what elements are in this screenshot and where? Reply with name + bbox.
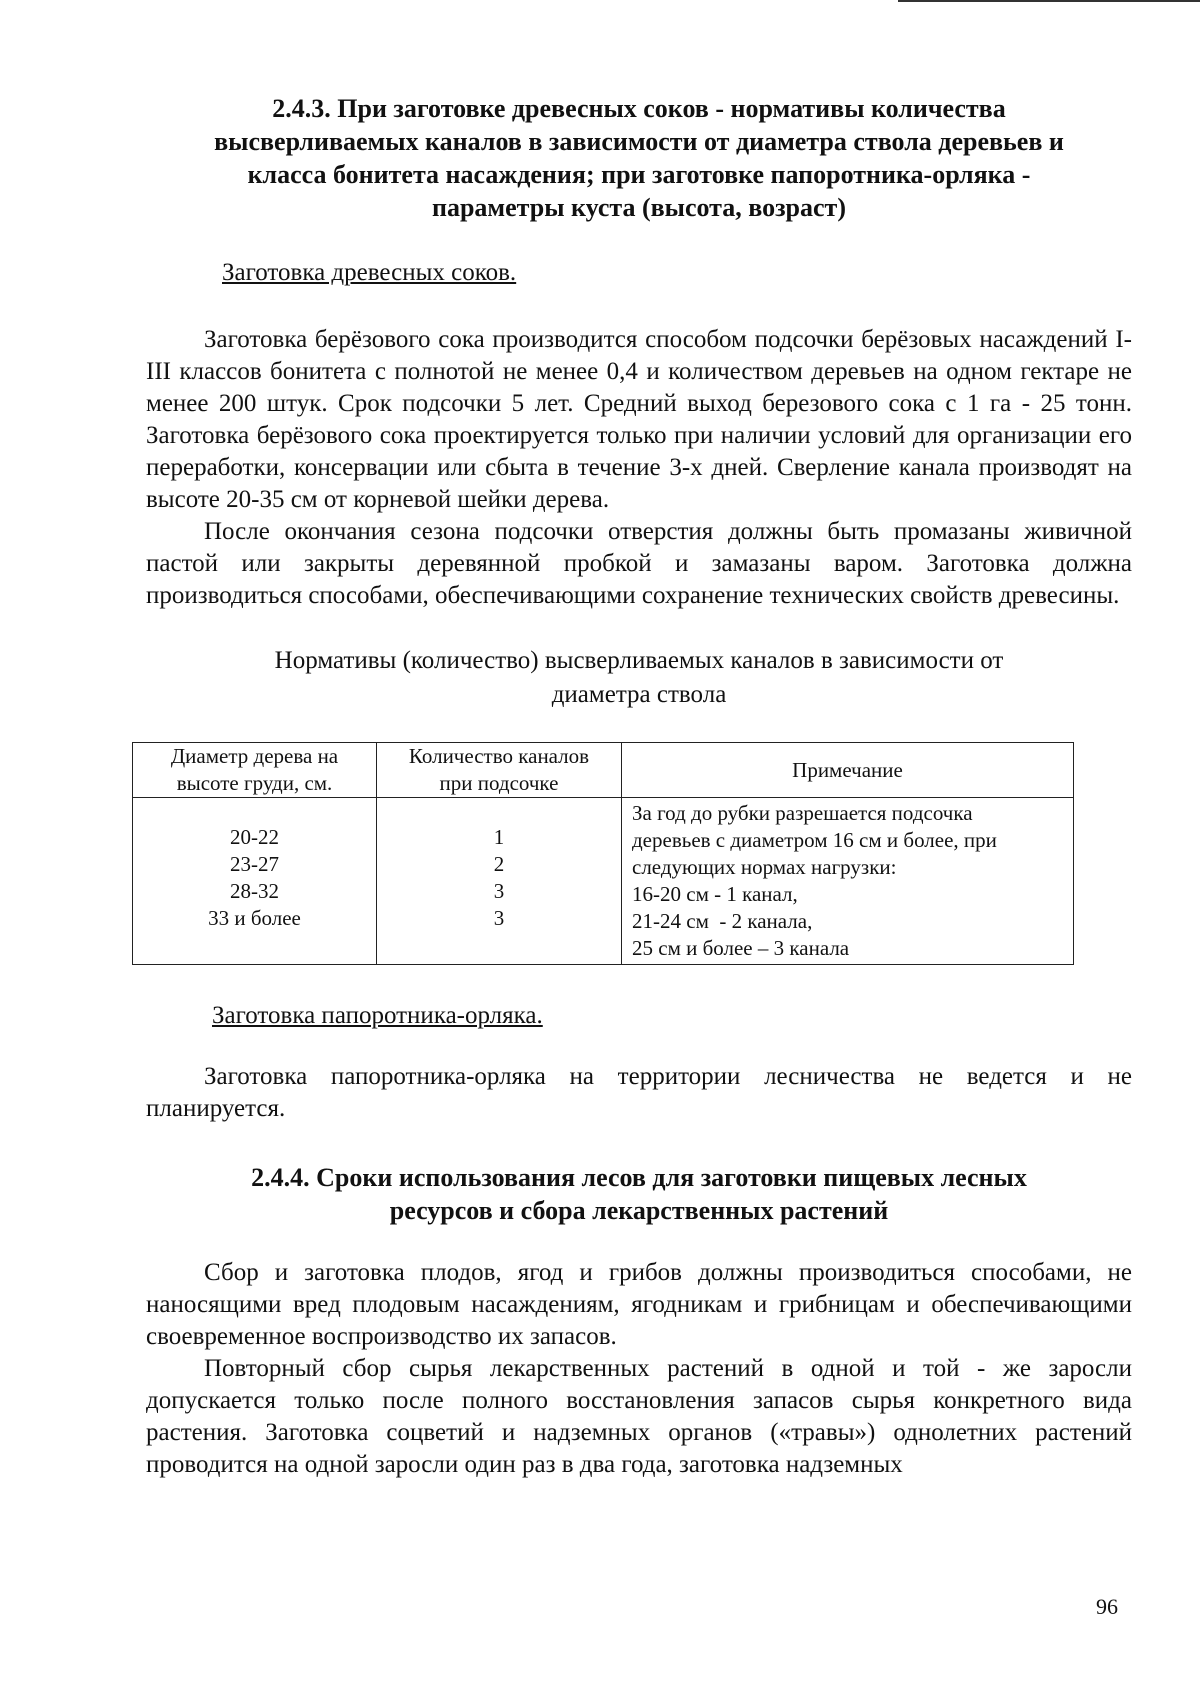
header-note xyxy=(622,743,1074,798)
note-line: деревьев с диаметром 16 см и более, при xyxy=(632,828,997,852)
caption-line: диаметра ствола xyxy=(551,681,727,708)
note-line: 21-24 см - 2 канала, xyxy=(632,909,813,933)
note-cell xyxy=(622,798,1074,965)
channels-value: 3 xyxy=(493,879,505,903)
channels-value: 1 xyxy=(493,825,505,849)
header-line: высоте груди, см. xyxy=(176,771,333,795)
medicinal-plants-paragraph: Повторный сбор сырья лекарственных растений в одной и той - же заросли допускается только после полного восстановления запасов сырья конкретного вида растения. Заготовка соцветий и надземных органов («травы») однолетних растений проводится на одной заросли один раз в два года, заготовка надземных xyxy=(146,1355,1132,1478)
section-244-heading xyxy=(146,1161,1132,1227)
sap-paragraph-1: Заготовка берёзового сока производится способом подсочки берёзовых насаждений I-III классов бонитета с полнотой не менее 0,4 и количеством деревьев на одном гектаре не менее 200 штук. Срок подсочки 5 лет. Средний выход березового сока с 1 га - 25 тонн. Заготовка берёзового сока проектируется только при наличии условий для организации его переработки, консервации или сбыта в течение 3-х дней. Сверление канала производят на высоте 20-35 см от корневой шейки дерева. xyxy=(146,326,1132,513)
heading-line: класса бонитета насаждения; при заготовке папоротника-орляка - xyxy=(247,160,1031,189)
berries-paragraph: Сбор и заготовка плодов, ягод и грибов должны производиться способами, не наносящими вред плодовым насаждениям, ягодникам и грибницам и обеспечивающими своевременное воспроизводство их запасов. xyxy=(146,1259,1132,1350)
diameter-cell xyxy=(133,798,377,965)
page-number: 96 xyxy=(1096,1594,1118,1619)
note-line: За год до рубки разрешается подсочка xyxy=(632,801,973,825)
channels-value: 3 xyxy=(493,906,505,930)
table-row xyxy=(133,798,1074,965)
caption-line: Нормативы (количество) высверливаемых каналов в зависимости от xyxy=(274,647,1004,674)
diameter-value: 23-27 xyxy=(230,852,279,876)
top-edge-rule xyxy=(898,0,1200,2)
heading-line: ресурсов и сбора лекарственных растений xyxy=(389,1196,889,1225)
sap-subheading: Заготовка древесных соков. xyxy=(222,259,517,286)
header-diameter xyxy=(133,743,377,798)
header-line: Примечание xyxy=(792,757,903,782)
table-caption xyxy=(146,644,1132,712)
fern-subheading: Заготовка папоротника-орляка. xyxy=(212,1002,543,1029)
channels-cell xyxy=(377,798,622,965)
header-line: Диаметр дерева на xyxy=(170,744,339,768)
sap-paragraph-2: После окончания сезона подсочки отверстия должны быть промазаны живичной пастой или закрыты деревянной пробкой и замазаны варом. Заготовка должна производиться способами, обеспечивающими сохранение технических свойств древесины. xyxy=(146,518,1132,609)
header-line: Количество каналов xyxy=(408,744,590,768)
header-channels xyxy=(377,743,622,798)
heading-line: параметры куста (высота, возраст) xyxy=(431,193,846,222)
table-header-row xyxy=(133,743,1074,798)
diameter-value: 20-22 xyxy=(230,825,279,849)
header-line: при подсочке xyxy=(439,771,559,795)
heading-line: высверливаемых каналов в зависимости от диаметра ствола деревьев и xyxy=(214,127,1064,156)
channels-value: 2 xyxy=(493,852,505,876)
channels-norms-table xyxy=(132,742,1074,965)
note-line: следующих нормах нагрузки: xyxy=(632,855,897,879)
note-line: 16-20 см - 1 канал, xyxy=(632,882,798,906)
diameter-value: 28-32 xyxy=(230,879,279,903)
diameter-value: 33 и более xyxy=(208,906,301,930)
section-243-heading xyxy=(146,92,1132,224)
page-content xyxy=(146,92,1132,1481)
heading-line: 2.4.3. При заготовке древесных соков - нормативы количества xyxy=(272,94,1006,123)
heading-line: 2.4.4. Сроки использования лесов для заготовки пищевых лесных xyxy=(251,1163,1027,1192)
fern-paragraph: Заготовка папоротника-орляка на территории лесничества не ведется и не планируется. xyxy=(146,1063,1132,1122)
note-line: 25 см и более – 3 канала xyxy=(632,936,850,960)
